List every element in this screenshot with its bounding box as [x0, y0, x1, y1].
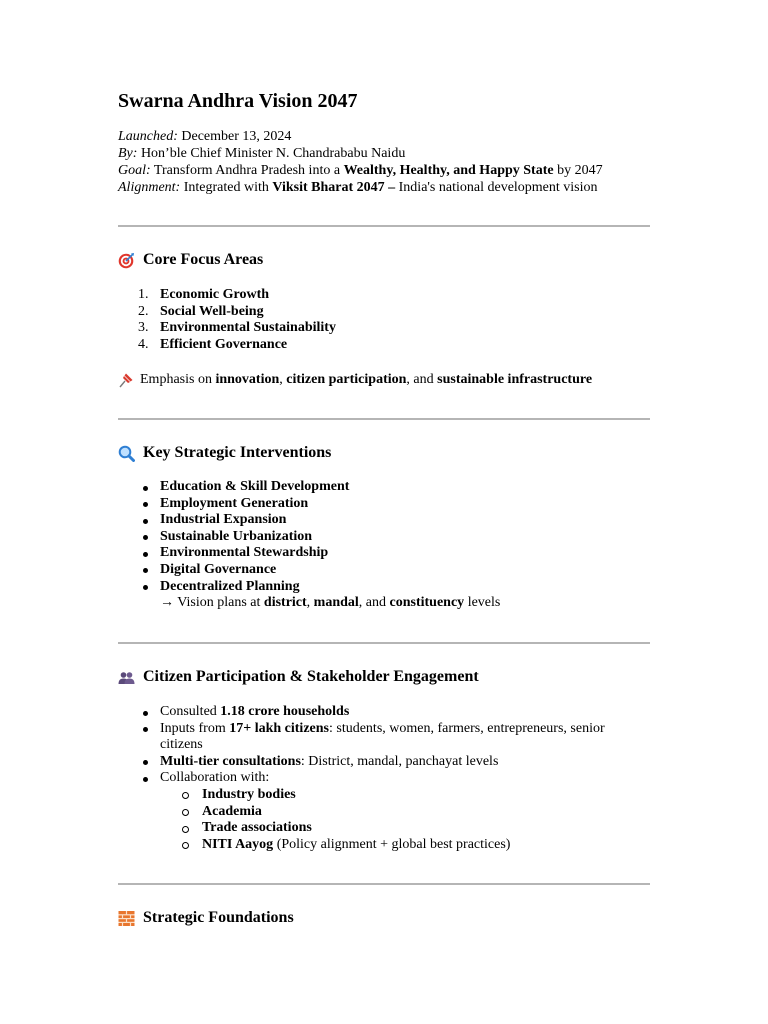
- list-item: 2. Social Well-being: [138, 303, 264, 319]
- section-heading-core-focus: Core Focus Areas: [118, 251, 263, 269]
- magnifier-icon: [118, 445, 135, 462]
- list-item: Inputs from 17+ lakh citizens: students, women, farmers, entrepreneurs, senior citizens: [160, 721, 640, 754]
- section-heading-foundations: Strategic Foundations: [118, 909, 294, 927]
- brick-icon: [118, 910, 135, 927]
- list-item: Sustainable Urbanization: [160, 529, 500, 546]
- list-item: Multi-tier consultations: District, mandal, panchayat levels: [160, 754, 640, 771]
- list-item: Industrial Expansion: [160, 512, 500, 529]
- decentralized-planning-detail: → Vision plans at district, mandal, and constituency levels: [160, 595, 501, 611]
- people-icon: [118, 669, 135, 686]
- section-heading-interventions: Key Strategic Interventions: [118, 444, 331, 462]
- interventions-list: [160, 479, 500, 612]
- meta-alignment: Alignment: Integrated with Viksit Bharat 2047 – India's national development vision: [118, 180, 598, 195]
- emphasis-note: Emphasis on innovation , citizen participation , and sustainable infrastructure: [118, 372, 592, 389]
- list-item: Trade associations: [202, 820, 640, 837]
- list-item: 1. Economic Growth: [138, 287, 270, 302]
- list-item: Education & Skill Development: [160, 479, 500, 496]
- list-item: Industry bodies: [202, 787, 640, 804]
- target-icon: [118, 252, 135, 269]
- collaboration-sublist: [160, 787, 640, 853]
- list-item: 3. Environmental Sustainability: [138, 320, 336, 336]
- meta-goal: Goal: Transform Andhra Pradesh into a Wealthy, Healthy, and Happy State by 2047: [118, 163, 603, 178]
- divider: [118, 642, 650, 644]
- participation-list: [160, 704, 640, 853]
- list-item: Consulted 1.18 crore households: [160, 704, 640, 721]
- list-item: 4. Efficient Governance: [138, 337, 288, 353]
- list-item: NITI Aayog (Policy alignment + global best practices): [202, 837, 640, 854]
- list-item: Environmental Stewardship: [160, 545, 500, 562]
- meta-by: By: Hon’ble Chief Minister N. Chandrababu Naidu: [118, 146, 406, 161]
- list-item: Decentralized Planning → Vision plans at district, mandal, and constituency levels: [160, 578, 501, 611]
- list-item: Collaboration with: Industry bodies Academia Trade associations NITI Aayog (Policy alignment + global best practices): [160, 770, 640, 853]
- divider: [118, 883, 650, 885]
- list-item: Digital Governance: [160, 562, 500, 579]
- meta-block: [118, 129, 603, 197]
- meta-launched: Launched: December 13, 2024: [118, 129, 292, 144]
- divider: [118, 225, 650, 227]
- page-title: Swarna Andhra Vision 2047: [118, 90, 358, 112]
- section-heading-participation: Citizen Participation & Stakeholder Engagement: [118, 668, 479, 686]
- core-focus-list: [138, 287, 336, 354]
- list-item: Employment Generation: [160, 496, 500, 513]
- divider: [118, 418, 650, 420]
- pushpin-icon: [118, 372, 134, 388]
- list-item: Academia: [202, 804, 640, 821]
